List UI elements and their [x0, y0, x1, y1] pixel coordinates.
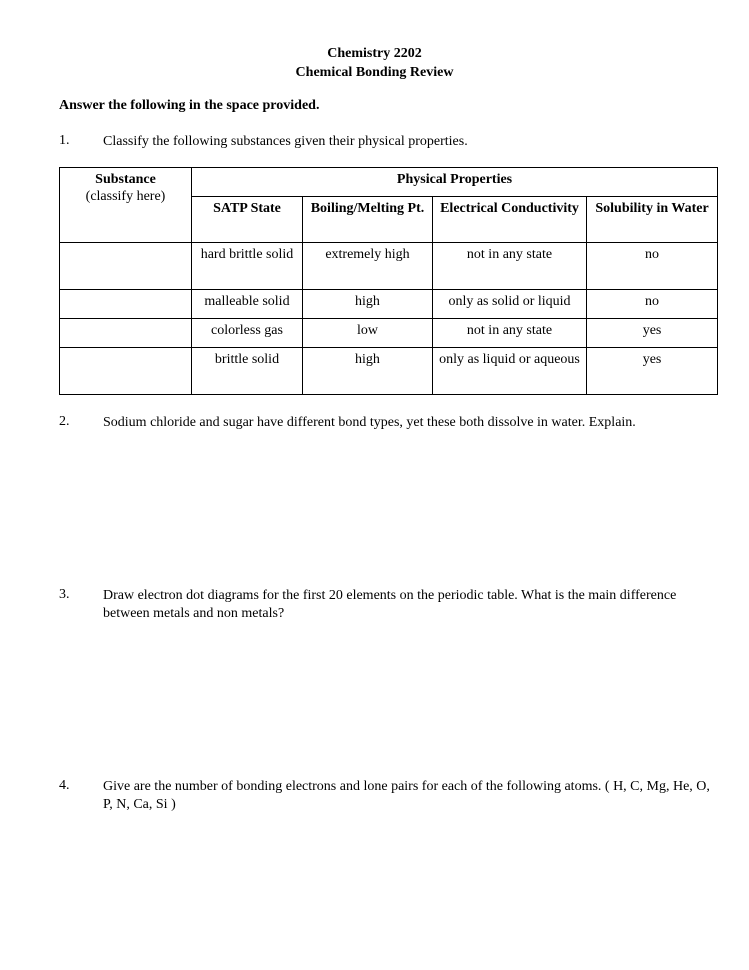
substance-input-cell[interactable]	[60, 348, 192, 395]
question-number: 3.	[59, 587, 70, 602]
table-cell: not in any state	[433, 319, 587, 348]
table-row	[60, 290, 718, 319]
substance-input-cell[interactable]	[60, 290, 192, 319]
question-text: Sodium chloride and sugar have different bond types, yet these both dissolve in water. Explain.	[103, 415, 636, 430]
table-cell: low	[303, 319, 433, 348]
properties-table	[59, 167, 718, 395]
table-cell: hard brittle solid	[192, 243, 303, 290]
table-row	[60, 243, 718, 290]
column-header: Boiling/Melting Pt.	[303, 197, 433, 243]
question-text: Give are the number of bonding electrons and lone pairs for each of the following atoms. ( H, C, Mg, He, O, P, N, Ca, Si )	[103, 779, 710, 812]
substance-input-cell[interactable]	[60, 319, 192, 348]
table-cell: brittle solid	[192, 348, 303, 395]
substance-header-label: Substance	[95, 172, 156, 187]
table-cell: no	[587, 290, 718, 319]
table-cell: no	[587, 243, 718, 290]
table-row	[60, 319, 718, 348]
table-cell: extremely high	[303, 243, 433, 290]
table-cell: only as solid or liquid	[433, 290, 587, 319]
question-number: 4.	[59, 778, 70, 793]
question-text: Draw electron dot diagrams for the first 20 elements on the periodic table. What is the main difference between metals and non metals?	[103, 588, 677, 621]
column-header: SATP State	[192, 197, 303, 243]
table-row	[60, 348, 718, 395]
question-text: Classify the following substances given their physical properties.	[103, 134, 468, 149]
table-cell: high	[303, 348, 433, 395]
question-number: 2.	[59, 414, 70, 429]
physical-properties-header: Physical Properties	[192, 168, 718, 197]
table-cell: high	[303, 290, 433, 319]
table-cell: yes	[587, 348, 718, 395]
table-cell: colorless gas	[192, 319, 303, 348]
instructions: Answer the following in the space provided.	[59, 98, 320, 113]
table-cell: yes	[587, 319, 718, 348]
substance-header-sub: (classify here)	[85, 189, 166, 204]
course-title: Chemistry 2202	[327, 46, 422, 61]
column-header: Solubility in Water	[587, 197, 718, 243]
substance-input-cell[interactable]	[60, 243, 192, 290]
table-cell: only as liquid or aqueous	[433, 348, 587, 395]
substance-header	[60, 168, 192, 243]
table-cell: malleable solid	[192, 290, 303, 319]
document-title: Chemical Bonding Review	[295, 65, 454, 80]
table-cell: not in any state	[433, 243, 587, 290]
column-header: Electrical Conductivity	[433, 197, 587, 243]
question-number: 1.	[59, 133, 70, 148]
